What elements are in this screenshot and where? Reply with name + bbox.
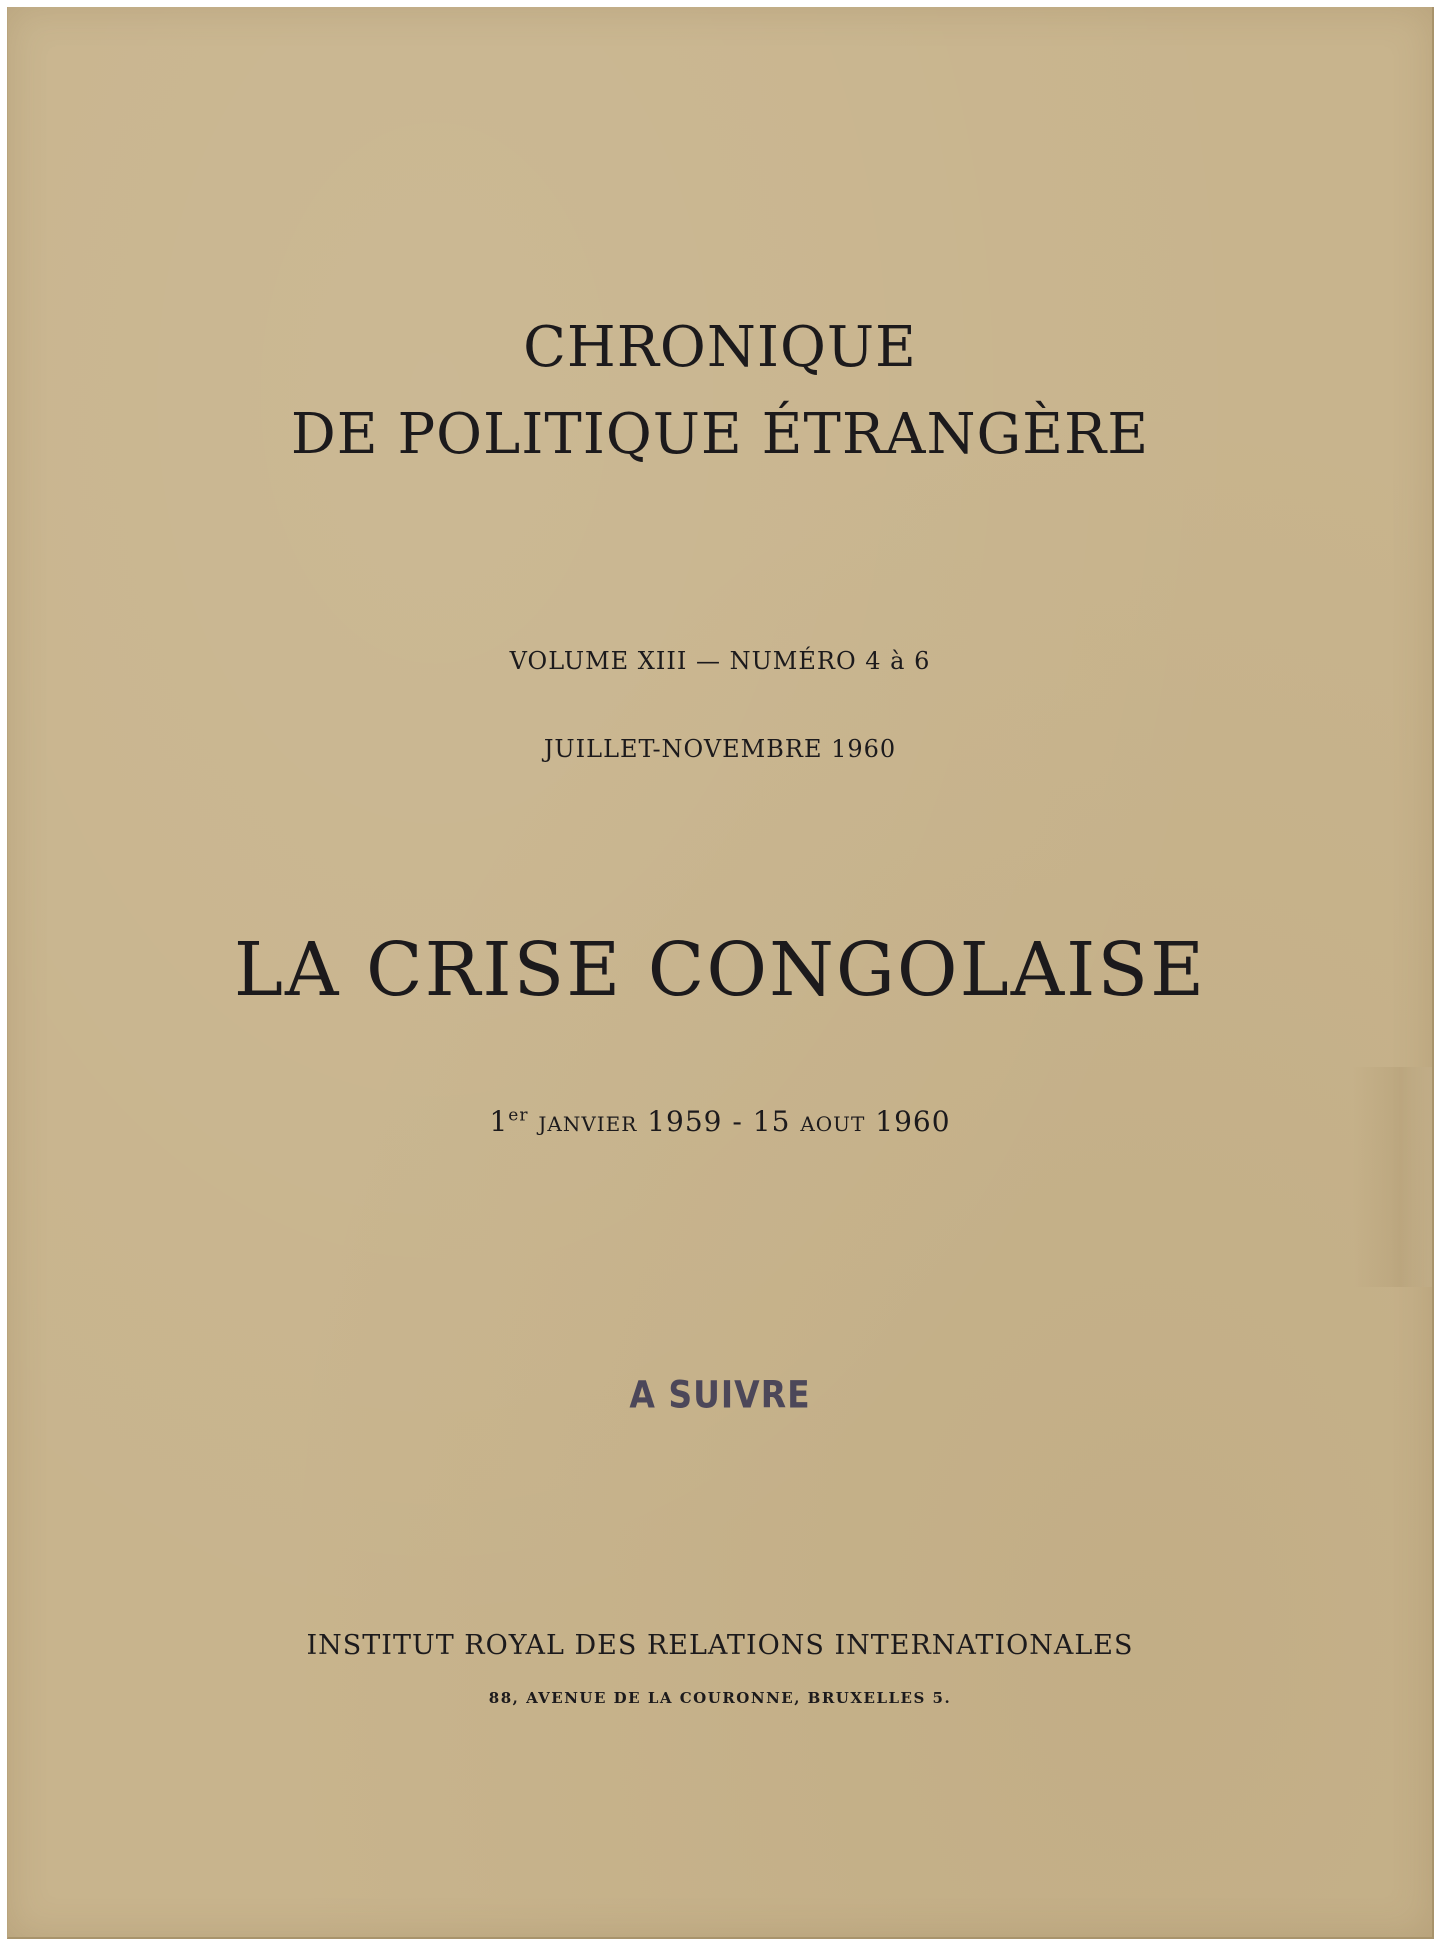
publication-period: JUILLET-NOVEMBRE 1960 [543, 735, 897, 763]
date-start-month: JANVIER [538, 1112, 638, 1136]
volume-number: VOLUME XIII — NUMÉRO 4 à 6 [509, 647, 931, 675]
date-start-ordinal: er [508, 1105, 529, 1126]
series-title-line-2: DE POLITIQUE ÉTRANGÈRE [290, 401, 1150, 467]
date-end-year: 1960 [875, 1105, 951, 1138]
date-end-day: 15 [752, 1105, 791, 1138]
continuation-stamp: A SUIVRE [629, 1372, 811, 1417]
cover-fold-shadow [1352, 1067, 1432, 1287]
series-title-line-1: CHRONIQUE [523, 315, 917, 380]
publisher-name: INSTITUT ROYAL DES RELATIONS INTERNATIONALES [306, 1630, 1134, 1661]
series-title [8, 305, 1432, 479]
date-start-year: 1959 [647, 1105, 723, 1138]
book-title: LA CRISE CONGOLAISE [233, 927, 1207, 1013]
date-start-day: 1 [489, 1105, 509, 1138]
date-separator: - [732, 1105, 743, 1138]
book-cover [7, 7, 1434, 1939]
date-range [8, 1105, 1432, 1138]
publisher-address: 88, AVENUE DE LA COURONNE, BRUXELLES 5. [488, 1689, 952, 1707]
date-end-month: AOUT [800, 1112, 866, 1136]
